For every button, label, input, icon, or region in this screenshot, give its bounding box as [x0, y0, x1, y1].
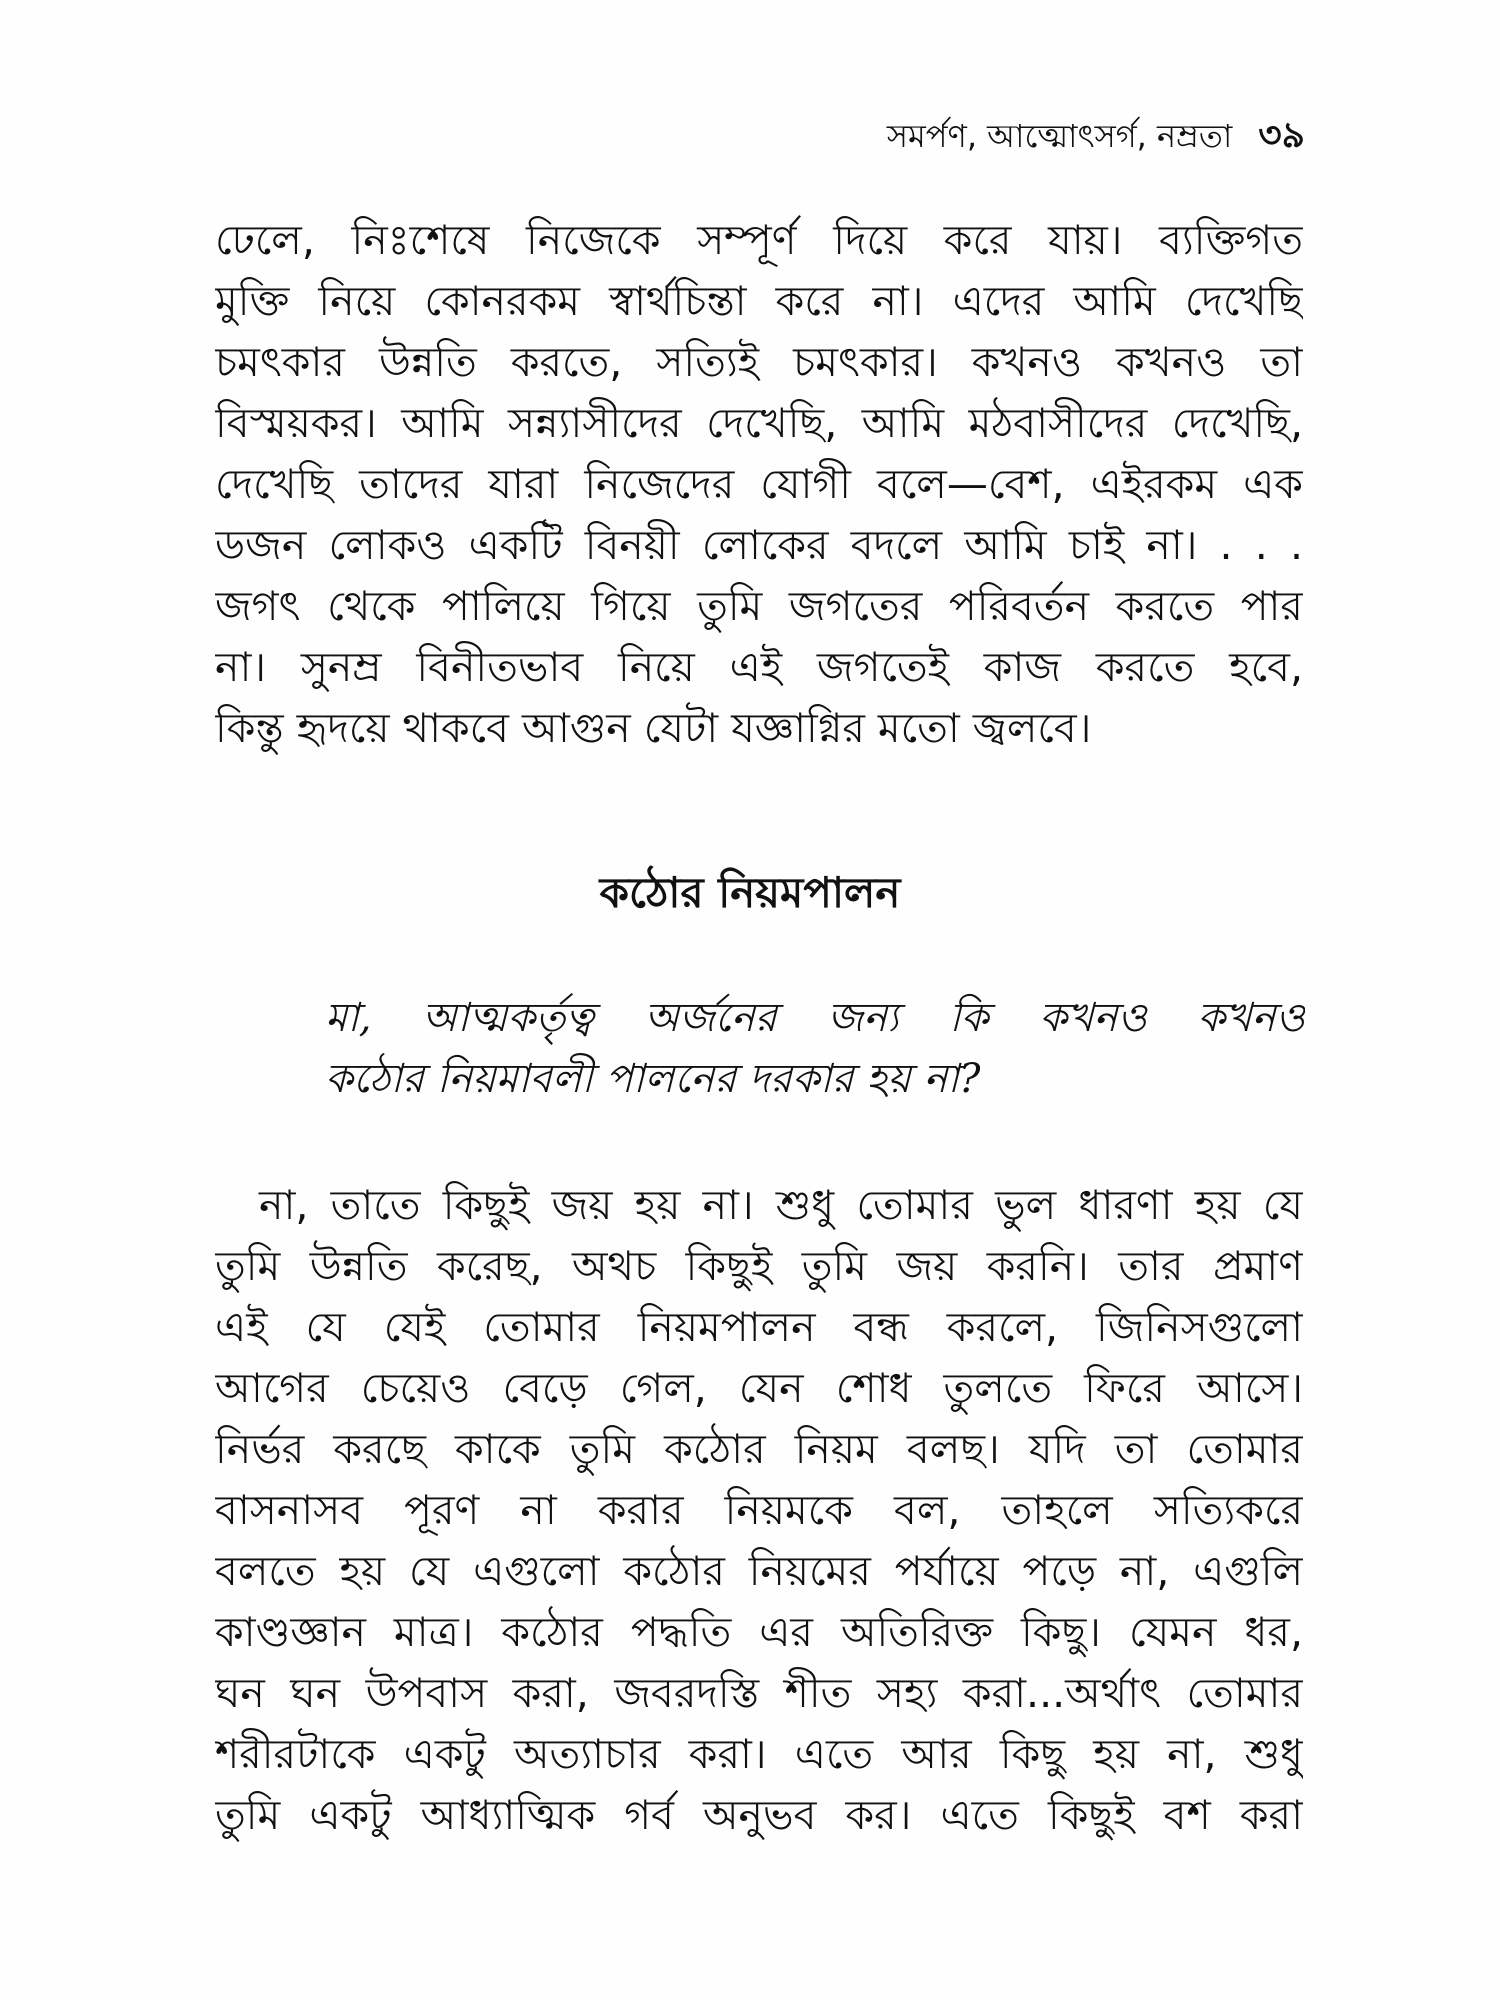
- paragraph-line: না, তাতে কিছুই জয় হয় না। শুধু তোমার ভুল ধারণা হয় যে: [259, 1181, 1303, 1229]
- question-line: মা, আত্মকর্তৃত্ব অর্জনের জন্য কি কখনও কখনও: [325, 995, 1305, 1041]
- paragraph-line: আগের চেয়েও বেড়ে গেল, যেন শোধ তুলতে ফিরে আসে।: [215, 1364, 1303, 1412]
- paragraph-line: চমৎকার উন্নতি করতে, সত্যিই চমৎকার। কখনও কখনও তা: [215, 338, 1303, 386]
- paragraph-line: জগৎ থেকে পালিয়ে গিয়ে তুমি জগতের পরিবর্তন করতে পার: [215, 582, 1303, 630]
- paragraph-line: শরীরটাকে একটু অত্যাচার করা। এতে আর কিছু হয় না, শুধু: [215, 1730, 1303, 1778]
- running-head: [887, 108, 1305, 168]
- page-number: ৩৯: [1258, 115, 1305, 156]
- paragraph-line: ঢেলে, নিঃশেষে নিজেকে সম্পূর্ণ দিয়ে করে যায়। ব্যক্তিগত: [215, 216, 1303, 264]
- paragraph-line: ঘন ঘন উপবাস করা, জবরদস্তি শীত সহ্য করা...অর্থাৎ তোমার: [215, 1669, 1303, 1717]
- section-heading: কঠোর নিয়মপালন: [599, 868, 901, 917]
- question-line: কঠোর নিয়মাবলী পালনের দরকার হয় না?: [325, 1056, 981, 1102]
- paragraph-1: [215, 210, 1303, 759]
- paragraph-line: কিন্তু হৃদয়ে থাকবে আগুন যেটা যজ্ঞাগ্নির মতো জ্বলবে।: [215, 704, 1092, 752]
- paragraph-line: মুক্তি নিয়ে কোনরকম স্বার্থচিন্তা করে না। এদের আমি দেখেছি: [215, 277, 1303, 325]
- paragraph-line: বলতে হয় যে এগুলো কঠোর নিয়মের পর্যায়ে পড়ে না, এগুলি: [215, 1547, 1303, 1595]
- paragraph-line: ডজন লোকও একটি বিনয়ী লোকের বদলে আমি চাই না। . . .: [215, 521, 1303, 569]
- paragraph-line: কাণ্ডজ্ঞান মাত্র। কঠোর পদ্ধতি এর অতিরিক্ত কিছু। যেমন ধর,: [215, 1608, 1303, 1656]
- paragraph-line: তুমি একটু আধ্যাত্মিক গর্ব অনুভব কর। এতে কিছুই বশ করা: [215, 1791, 1303, 1839]
- paragraph-line: নির্ভর করছে কাকে তুমি কঠোর নিয়ম বলছ। যদি তা তোমার: [215, 1425, 1303, 1473]
- running-head-title: সমর্পণ, আত্মোৎসর্গ, নম্রতা: [886, 117, 1233, 155]
- paragraph-line: বিস্ময়কর। আমি সন্ন্যাসীদের দেখেছি, আমি মঠবাসীদের দেখেছি,: [215, 399, 1303, 447]
- question-block: [325, 988, 1305, 1110]
- paragraph-line: এই যে যেই তোমার নিয়মপালন বন্ধ করলে, জিনিসগুলো: [215, 1303, 1303, 1351]
- paragraph-line: না। সুনম্র বিনীতভাব নিয়ে এই জগতেই কাজ করতে হবে,: [215, 643, 1303, 691]
- paragraph-line: তুমি উন্নতি করেছ, অথচ কিছুই তুমি জয় করনি। তার প্রমাণ: [215, 1242, 1303, 1290]
- paragraph-line: দেখেছি তাদের যারা নিজেদের যোগী বলে—বেশ, এইরকম এক: [215, 460, 1303, 508]
- paragraph-2: [215, 1175, 1303, 1846]
- paragraph-line: বাসনাসব পূরণ না করার নিয়মকে বল, তাহলে সত্যিকরে: [215, 1486, 1303, 1534]
